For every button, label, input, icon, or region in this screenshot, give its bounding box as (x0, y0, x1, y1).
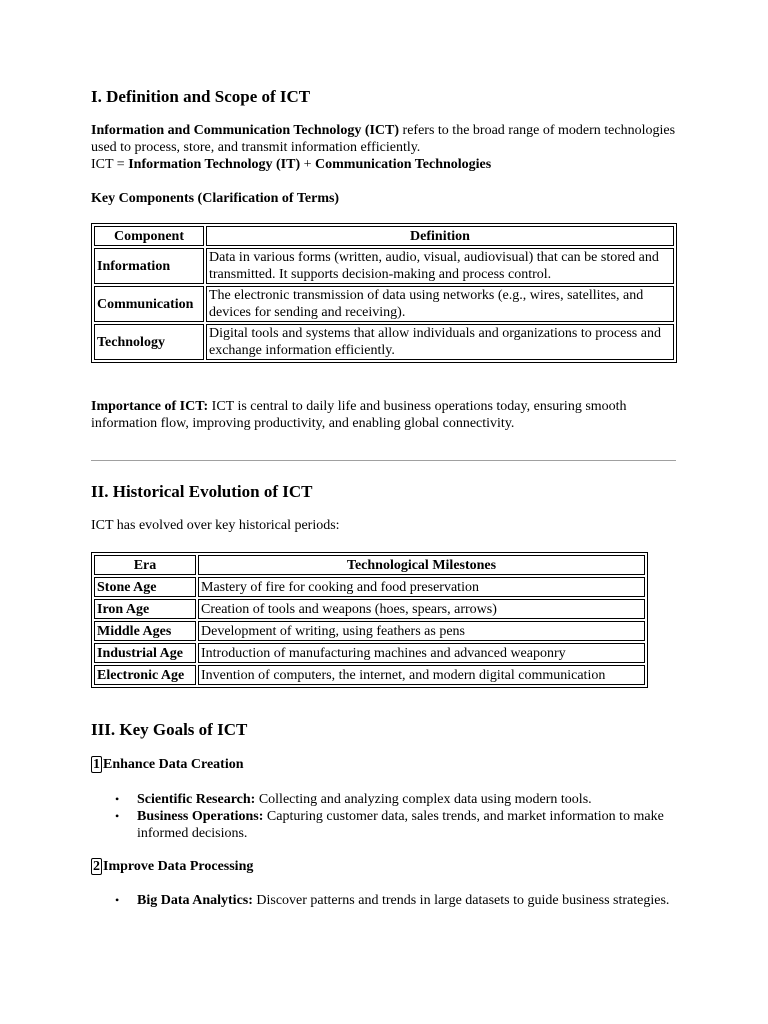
importance-text: ICT is central to daily life and business operations today, ensuring smooth information flow, improving productivity, and enabling global connectivity. (91, 399, 627, 431)
list-item (91, 892, 671, 909)
era-milestone: Mastery of fire for cooking and food preservation (198, 577, 645, 597)
table-row (94, 643, 645, 663)
components-heading (91, 190, 681, 207)
era-label: Iron Age (94, 599, 196, 619)
bullet-text: Capturing customer data, sales trends, and market information to make informed decisions. (137, 809, 664, 841)
bullet-icon: • (115, 893, 120, 907)
bullet-text: Collecting and analyzing complex data using modern tools. (255, 792, 592, 807)
goal-number-box: 1 (93, 757, 100, 772)
component-definition: Digital tools and systems that allow individuals and organizations to process and exchange information efficiently. (206, 324, 674, 360)
column-header-definition: Definition (206, 226, 674, 246)
goal-heading (91, 756, 244, 773)
table-row (94, 577, 645, 597)
era-label: Stone Age (94, 577, 196, 597)
formula-comm: Communication Technologies (315, 157, 492, 172)
bullet-text: Discover patterns and trends in large datasets to guide business strategies. (252, 893, 670, 908)
column-header-milestones: Technological Milestones (198, 555, 645, 575)
component-label: Communication (94, 286, 204, 322)
ict-definition-text: refers to the broad range of modern technologies used to process, store, and transmit information efficiently. (91, 123, 676, 155)
bullet-icon: • (115, 809, 120, 823)
ict-term: Information and Communication Technology (ICT) (91, 123, 400, 138)
component-label: Information (94, 248, 204, 284)
table-row (94, 286, 674, 322)
component-label: Technology (94, 324, 204, 360)
goal-title: Improve Data Processing (103, 859, 254, 874)
formula-plus: + (300, 157, 316, 172)
table-row (94, 621, 645, 641)
importance-label: Importance of ICT: (91, 399, 209, 414)
list-item (91, 808, 671, 842)
table-row (94, 248, 674, 284)
bullet-term: Big Data Analytics: (137, 893, 253, 908)
column-header-era: Era (94, 555, 196, 575)
evolution-intro: ICT has evolved over key historical periods: (91, 518, 340, 533)
era-milestone: Creation of tools and weapons (hoes, spears, arrows) (198, 599, 645, 619)
goal-1-bullets (91, 791, 671, 842)
column-header-component: Component (94, 226, 204, 246)
component-definition: Data in various forms (written, audio, visual, audiovisual) that can be stored and transmitted. It supports decision-making and process control. (206, 248, 674, 284)
section-2-heading: II. Historical Evolution of ICT (91, 482, 313, 501)
evolution-table (91, 552, 648, 688)
formula-prefix: ICT = (91, 157, 129, 172)
bullet-term: Business Operations: (137, 809, 264, 824)
table-row (94, 665, 645, 685)
list-item (91, 791, 671, 808)
ict-definition-paragraph (91, 122, 681, 173)
goal-number-box: 2 (93, 859, 100, 874)
table-row (94, 324, 674, 360)
era-milestone: Invention of computers, the internet, and modern digital communication (198, 665, 645, 685)
era-milestone: Development of writing, using feathers as pens (198, 621, 645, 641)
goal-2-bullets (91, 892, 671, 909)
bullet-term: Scientific Research: (137, 792, 256, 807)
table-header-row (94, 555, 645, 575)
importance-paragraph (91, 398, 681, 432)
component-definition: The electronic transmission of data using networks (e.g., wires, satellites, and devices for sending and receiving). (206, 286, 674, 322)
section-1-heading: I. Definition and Scope of ICT (91, 87, 311, 106)
bullet-icon: • (115, 792, 120, 806)
section-divider (91, 460, 676, 461)
goal-heading (91, 858, 253, 875)
formula-it: Information Technology (IT) (128, 157, 301, 172)
table-header-row (94, 226, 674, 246)
era-milestone: Introduction of manufacturing machines and advanced weaponry (198, 643, 645, 663)
era-label: Electronic Age (94, 665, 196, 685)
components-heading-text: Key Components (Clarification of Terms) (91, 191, 340, 206)
section-3-heading: III. Key Goals of ICT (91, 720, 248, 739)
era-label: Industrial Age (94, 643, 196, 663)
table-row (94, 599, 645, 619)
era-label: Middle Ages (94, 621, 196, 641)
components-table (91, 223, 677, 363)
goal-title: Enhance Data Creation (103, 757, 244, 772)
